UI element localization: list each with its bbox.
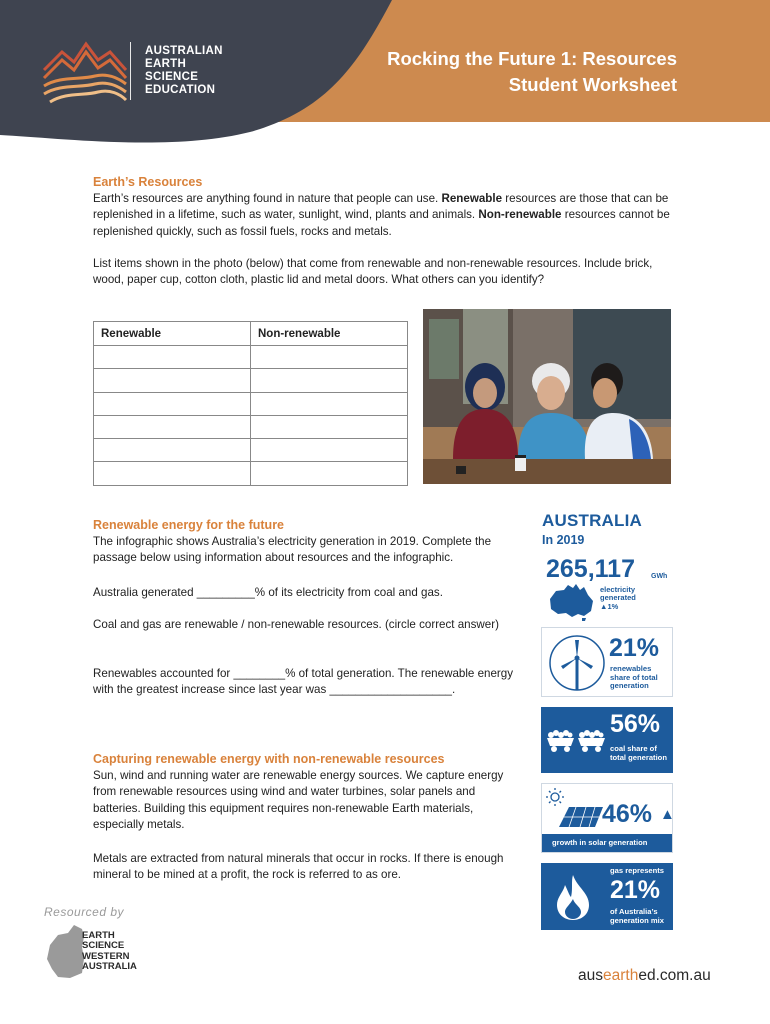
- table-row: [94, 415, 408, 438]
- org-name: AUSTRALIAN EARTH SCIENCE EDUCATION: [145, 45, 223, 96]
- australia-map-icon: [546, 581, 596, 621]
- solar-increase-arrow-icon: ▲: [660, 806, 675, 823]
- answer-cell[interactable]: [251, 415, 408, 438]
- coal-cart-icon: [545, 727, 607, 753]
- infographic-intro-paragraph: The infographic shows Australia’s electricity generation in 2019. Complete the passage below using information about resources and the infographic.: [93, 535, 492, 565]
- table-row: [94, 439, 408, 462]
- column-header-renewable: Renewable: [94, 322, 251, 346]
- gas-share-label: of Australia’s generation mix: [610, 907, 665, 925]
- coal-share-label: coal share of total generation: [610, 744, 667, 762]
- gas-flame-icon: [555, 873, 591, 921]
- column-header-non-renewable: Non-renewable: [251, 322, 408, 346]
- answer-cell[interactable]: [251, 346, 408, 369]
- solar-panel-icon: [545, 787, 605, 831]
- answer-cell[interactable]: [94, 369, 251, 392]
- total-generation-value: 265,117: [546, 555, 635, 583]
- fill-in-coal-gas: Australia generated _________% of its electricity from coal and gas.: [93, 586, 443, 599]
- infographic-title: AUSTRALIA: [542, 511, 643, 530]
- gas-panel: [541, 863, 673, 930]
- aese-logo-icon: [40, 40, 130, 105]
- answer-cell[interactable]: [251, 392, 408, 415]
- eswa-name: EARTH SCIENCE WESTERN AUSTRALIA: [82, 930, 137, 973]
- logo-divider: [130, 42, 131, 100]
- wind-turbine-icon: [548, 634, 606, 692]
- circle-answer-paragraph: Coal and gas are renewable / non-renewable resources. (circle correct answer): [93, 618, 499, 631]
- answer-cell[interactable]: [251, 439, 408, 462]
- answer-cell[interactable]: [251, 369, 408, 392]
- capturing-energy-paragraph: Sun, wind and running water are renewable energy sources. We capture energy from renewable resources using wind and water turbines, solar panels and batteries. Building this equipment requires non-renewable Earth materials, especially metals.: [93, 769, 504, 831]
- renewables-share-value: 21%: [609, 634, 660, 662]
- table-row: [94, 392, 408, 415]
- section-heading-capturing-energy: Capturing renewable energy with non-renewable resources: [93, 752, 445, 766]
- answer-cell[interactable]: [94, 415, 251, 438]
- answer-cell[interactable]: [94, 462, 251, 485]
- total-generation-label: electricity generated ▲1%: [600, 585, 636, 611]
- renewables-panel: [541, 627, 673, 697]
- section-heading-resources: Earth’s Resources: [93, 175, 203, 189]
- section-heading-renewable-energy: Renewable energy for the future: [93, 518, 285, 532]
- increase-arrow-icon: ▲: [600, 601, 608, 611]
- page-title: Rocking the Future 1: Resources Student Worksheet: [387, 48, 677, 95]
- table-row: [94, 462, 408, 485]
- solar-panel: [541, 783, 673, 853]
- answer-cell[interactable]: [251, 462, 408, 485]
- renewables-share-label: renewables share of total generation: [610, 664, 658, 690]
- resources-table: [93, 321, 408, 486]
- table-row: [94, 346, 408, 369]
- answer-cell[interactable]: [94, 439, 251, 462]
- solar-growth-value: 46%: [602, 800, 653, 828]
- solar-growth-label: growth in solar generation: [552, 838, 648, 847]
- resources-paragraph: Earth’s resources are anything found in nature that people can use. Renewable resources are those that can be replenished in a lifetime, such as water, sunlight, wind, plants and animals. Non-renewable resources cannot be replenished quickly, such as fossil fuels, rocks and metals.: [93, 192, 670, 238]
- total-generation-unit: GWh: [651, 573, 668, 580]
- metals-paragraph: Metals are extracted from natural minerals that occur in rocks. If there is enough mineral to be mined at a profit, the rock is referred to as ore.: [93, 852, 504, 882]
- infographic-subtitle: In 2019: [542, 533, 585, 547]
- table-row: [94, 369, 408, 392]
- coal-share-value: 56%: [610, 710, 661, 738]
- people-photo: [423, 309, 671, 484]
- coal-panel: [541, 707, 673, 773]
- answer-cell[interactable]: [94, 346, 251, 369]
- fill-in-renewables: Renewables accounted for ________% of total generation. The renewable energy with the greatest increase since last year was ___________________.: [93, 667, 514, 697]
- instructions-paragraph: List items shown in the photo (below) that come from renewable and non-renewable resources. Include brick, wood, paper cup, cotton cloth, plastic lid and metal doors. What others can you identify?: [93, 257, 653, 287]
- gas-represents-label: gas represents: [610, 866, 665, 875]
- website-link[interactable]: ausearthed.com.au: [578, 967, 711, 984]
- answer-cell[interactable]: [94, 392, 251, 415]
- solar-label-bar: [542, 834, 672, 852]
- gas-share-value: 21%: [610, 876, 661, 904]
- resourced-by-label: Resourced by: [44, 905, 125, 919]
